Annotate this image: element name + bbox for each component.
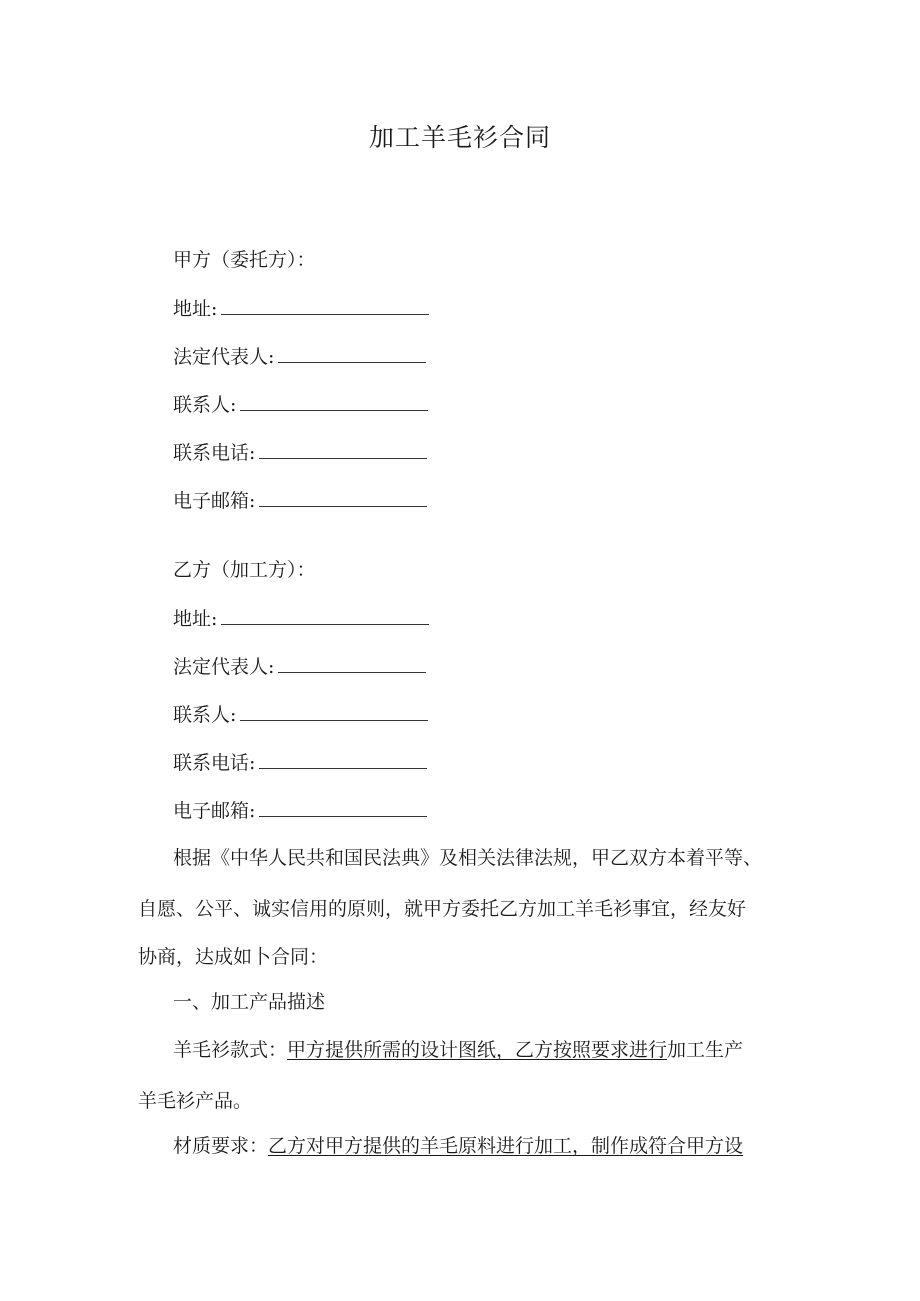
party-a-email-label: 电子邮箱: (173, 490, 256, 512)
party-b-phone-blank[interactable] (259, 750, 427, 769)
party-b-legal-rep-row (173, 654, 426, 679)
party-b-contact-label: 联系人: (173, 704, 237, 726)
party-b-email-blank[interactable] (259, 798, 427, 817)
party-b-heading: 乙方（加工方）： (173, 559, 316, 581)
party-b-legal-rep-label: 法定代表人: (173, 656, 275, 678)
preamble-line-2: 自愿、公平、诚实信用的原则，就甲方委托乙方加工羊毛衫事宜，经友好 (138, 898, 747, 920)
style-requirement-row (173, 1038, 743, 1062)
material-underlined-text: 乙方对甲方提供的羊毛原料进行加工，制作成符合甲方设 (268, 1135, 744, 1157)
party-b-phone-row (173, 750, 427, 775)
party-a-phone-row (173, 440, 427, 465)
party-a-address-label: 地址: (173, 298, 218, 320)
party-a-phone-blank[interactable] (259, 440, 427, 459)
party-b-address-row (173, 606, 429, 631)
style-label: 羊毛衫款式： (173, 1039, 288, 1061)
party-b-contact-row (173, 702, 428, 727)
party-b-phone-label: 联系电话: (173, 752, 256, 774)
style-rest-text: 加工生产 (667, 1039, 744, 1061)
party-a-phone-label: 联系电话: (173, 442, 256, 464)
party-b-contact-blank[interactable] (240, 702, 428, 721)
party-a-email-blank[interactable] (259, 488, 427, 507)
preamble-line-1: 根据《中华人民共和国民法典》及相关法律法规，甲乙双方本着平等、 (173, 847, 763, 869)
party-a-address-blank[interactable] (221, 296, 429, 315)
party-b-address-label: 地址: (173, 608, 218, 630)
style-line-2: 羊毛衫产品。 (138, 1090, 253, 1112)
party-a-legal-rep-label: 法定代表人: (173, 346, 275, 368)
style-underlined-text: 甲方提供所需的设计图纸，乙方按照要求进行 (287, 1039, 668, 1061)
section-1-heading: 一、加工产品描述 (173, 991, 326, 1013)
party-a-contact-label: 联系人: (173, 394, 237, 416)
material-label: 材质要求： (173, 1135, 269, 1157)
preamble-line-3: 协商，达成如卜合同： (138, 946, 329, 968)
party-b-legal-rep-blank[interactable] (278, 654, 426, 673)
party-a-address-row (173, 296, 429, 321)
party-b-email-row (173, 798, 427, 823)
party-a-legal-rep-row (173, 344, 426, 369)
party-a-legal-rep-blank[interactable] (278, 344, 426, 363)
party-a-email-row (173, 488, 427, 513)
party-b-address-blank[interactable] (221, 606, 429, 625)
party-b-email-label: 电子邮箱: (173, 800, 256, 822)
party-a-contact-blank[interactable] (240, 392, 428, 411)
document-title: 加工羊毛衫合同 (368, 123, 551, 152)
party-a-contact-row (173, 392, 428, 417)
party-a-heading: 甲方（委托方）： (173, 249, 316, 271)
material-requirement-row (173, 1134, 743, 1158)
